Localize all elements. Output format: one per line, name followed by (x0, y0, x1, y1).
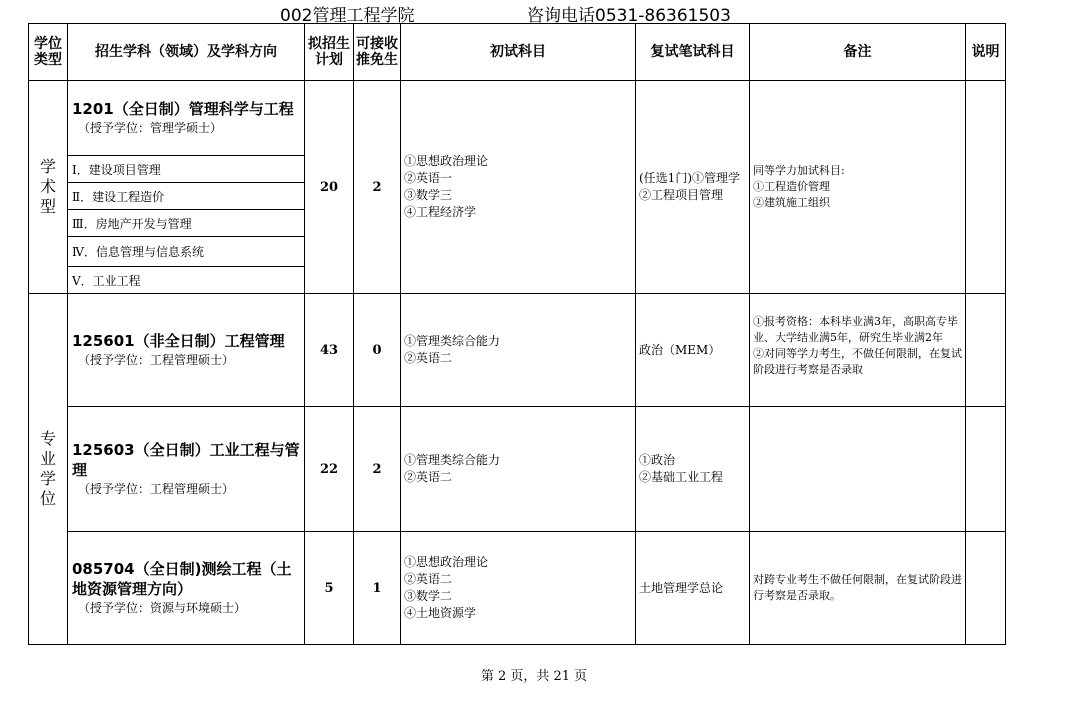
consult-phone: 咨询电话0531-86361503 (527, 6, 731, 26)
col-degree-type: 学位类型 (29, 24, 68, 81)
major-name: 125603（全日制）工业工程与管理 (72, 441, 300, 479)
col-initial-exam: 初试科目 (401, 24, 636, 81)
table-row (29, 294, 1006, 407)
direction-item: Ⅰ．建设项目管理 (68, 156, 305, 183)
major-degree: （授予学位：工程管理硕士） (78, 353, 235, 367)
col-retest-exam: 复试笔试科目 (636, 24, 750, 81)
admission-table (28, 23, 1006, 645)
table-row (29, 532, 1006, 645)
major-cell (68, 407, 305, 532)
direction-item: Ⅱ．建设工程造价 (68, 183, 305, 210)
degree-type-academic: 学 术 型 (29, 81, 68, 294)
remarks (750, 407, 966, 532)
exempt-count: 1 (354, 532, 401, 645)
remarks: ①报考资格：本科毕业满3年，高职高专毕业、大学结业满5年，研究生毕业满2年 ②对同等学力考生，不做任何限制，在复试阶段进行考察是否录取 (750, 294, 966, 407)
remarks: 同等学力加试科目: ①工程造价管理 ②建筑施工组织 (750, 81, 966, 294)
col-discipline: 招生学科（领域）及学科方向 (68, 24, 305, 81)
major-degree: （授予学位：工程管理硕士） (78, 482, 235, 496)
retest-subjects: ①政治 ②基础工业工程 (636, 407, 750, 532)
major-name: 1201（全日制）管理科学与工程 (72, 100, 294, 118)
exempt-count: 2 (354, 407, 401, 532)
initial-subjects: ①思想政治理论 ②英语一 ③数学三 ④工程经济学 (401, 81, 636, 294)
explain-cell (966, 81, 1006, 294)
major-degree: （授予学位：资源与环境硕士） (78, 601, 247, 615)
department-title: 002管理工程学院 (280, 6, 415, 26)
major-cell (68, 294, 305, 407)
col-explain: 说明 (966, 24, 1006, 81)
remarks: 对跨专业考生不做任何限制，在复试阶段进行考察是否录取。 (750, 532, 966, 645)
retest-subjects: 政治（MEM） (636, 294, 750, 407)
major-cell (68, 81, 305, 156)
page-header (0, 1, 1068, 26)
plan-count: 5 (305, 532, 354, 645)
col-plan: 拟招生计划 (305, 24, 354, 81)
table-row (29, 407, 1006, 532)
initial-subjects: ①管理类综合能力 ②英语二 (401, 294, 636, 407)
major-name: 125601（非全日制）工程管理 (72, 332, 285, 350)
table-row (29, 81, 1006, 156)
major-name: 085704（全日制)测绘工程（土地资源管理方向） (72, 560, 292, 598)
direction-item: Ⅴ．工业工程 (68, 267, 305, 294)
plan-count: 22 (305, 407, 354, 532)
exempt-count: 0 (354, 294, 401, 407)
col-exempt: 可接收推免生 (354, 24, 401, 81)
major-degree: （授予学位：管理学硕士） (78, 121, 223, 135)
exempt-count: 2 (354, 81, 401, 294)
plan-count: 43 (305, 294, 354, 407)
initial-subjects: ①思想政治理论 ②英语二 ③数学二 ④土地资源学 (401, 532, 636, 645)
table-header-row (29, 24, 1006, 81)
major-cell (68, 532, 305, 645)
col-remarks: 备注 (750, 24, 966, 81)
initial-subjects: ①管理类综合能力 ②英语二 (401, 407, 636, 532)
direction-item: Ⅲ．房地产开发与管理 (68, 210, 305, 237)
explain-cell (966, 532, 1006, 645)
retest-subjects: 土地管理学总论 (636, 532, 750, 645)
explain-cell (966, 407, 1006, 532)
degree-type-professional: 专 业 学 位 (29, 294, 68, 645)
page-footer: 第 2 页，共 21 页 (480, 669, 588, 684)
plan-count: 20 (305, 81, 354, 294)
explain-cell (966, 294, 1006, 407)
direction-item: Ⅳ．信息管理与信息系统 (68, 237, 305, 267)
retest-subjects: (任选1门)①管理学②工程项目管理 (636, 81, 750, 294)
